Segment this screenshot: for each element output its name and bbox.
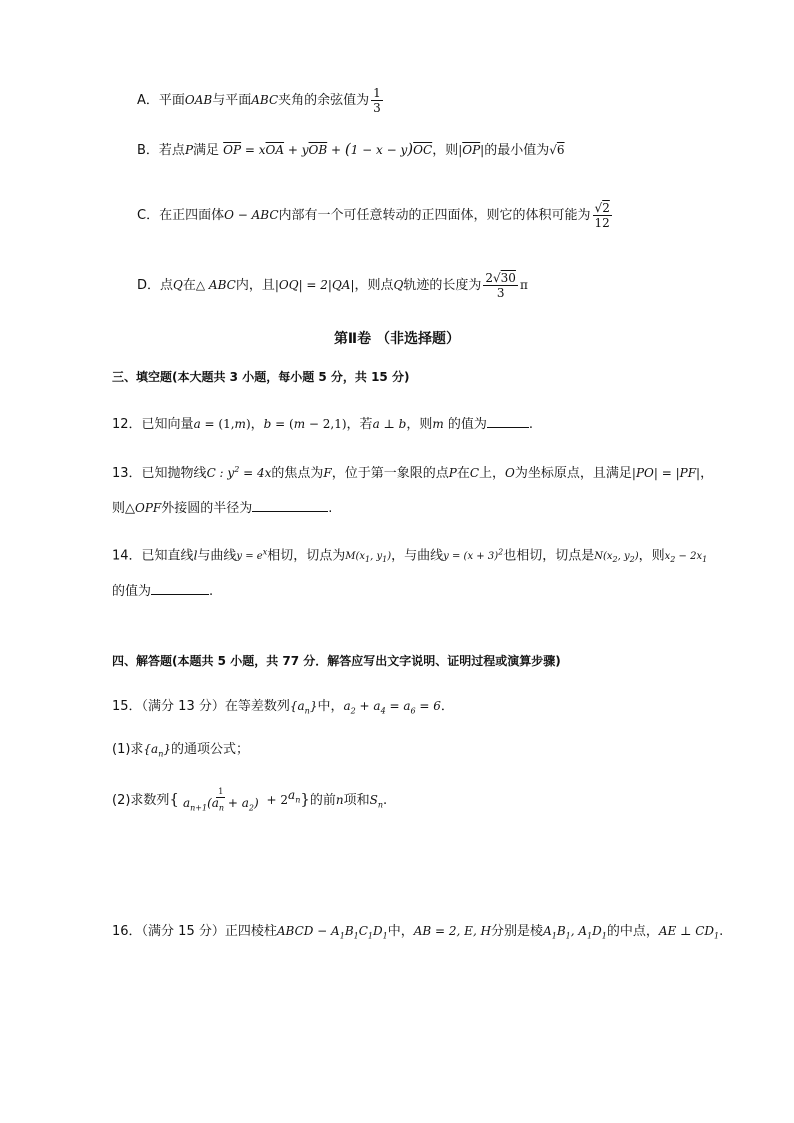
- given-values: AB = 2, E, H: [413, 924, 492, 938]
- perpendicular: a ⊥ b: [372, 417, 407, 431]
- option-c: C．在正四面体O − ABC内部有一个可任意转动的正四面体，则它的体积可能为 $\frac{√2}{12}$: [137, 201, 610, 230]
- question-13: 13．已知抛物线C : $y^2 = 4x$的焦点为F，位于第一象限的点P在C上，O为坐标原点，且满足|PO| = |PF|，: [112, 465, 714, 481]
- fraction: $\frac{2√30}{3}$: [485, 271, 516, 300]
- answer-blank[interactable]: [252, 497, 328, 512]
- question-14: 14．已知直线l与曲线$y = e^x$相切，切点为$M(x_1$, $y_1$)，与曲线$y = (x + 3)^2$也相切，切点是$N(x_2$, $y_2$)，则$x_2 - 2x_1$: [112, 548, 708, 565]
- fraction: $\frac{1}{3}$: [373, 86, 381, 115]
- option-d: D．点Q在△ ABC内，且|OQ| = 2|QA|，则点Q轨迹的长度为 $\frac{2√30}{3}$ π: [137, 271, 528, 300]
- abs-condition: |PO| = |PF|: [631, 466, 701, 480]
- question-13-line2: 则△OPF外接圆的半径为 .: [112, 497, 332, 519]
- section-heading: 四、解答题(本题共 5 小题，共 77 分．解答应写出文字说明、证明过程或演算步骤): [112, 654, 561, 668]
- parabola-equation: C : $y^2 = 4x$: [206, 465, 272, 480]
- question-15: 15．（满分 13 分）在等差数列$\{a_n\}$中，$a_2 + a_4 = a_6 = 6$．: [112, 699, 454, 716]
- question-12: 12．已知向量a = (1,m)，b = (m − 2,1)，若a ⊥ b，则m 的值为 .: [112, 413, 533, 435]
- vector-b: b = (m − 2,1): [263, 417, 347, 431]
- answer-blank[interactable]: [151, 580, 209, 595]
- question-15-part2: (2)求数列{ $\frac{1}{a_{n+1}(a_n + a_2)}$ + $2^{a_n}$}的前n项和$S_n$.: [112, 787, 388, 813]
- abs-equation: |OQ| = 2|QA|: [274, 278, 355, 292]
- vector-equation: $\overline{OP} = x\overline{OA} + y\overline{OB} + (1 - x - y)\overline{OC}$: [223, 140, 433, 158]
- question-16: 16．（满分 15 分）正四棱柱ABCD − $A_1B_1C_1D_1$中，AB = 2, E, H分别是棱$A_1B_1$, $A_1D_1$的中点，AE ⊥ $CD_1$.: [112, 924, 724, 941]
- sequence-an: $\{a_n\}$: [289, 699, 318, 716]
- question-14-line2: 的值为 .: [112, 580, 213, 602]
- edges: $A_1B_1$, $A_1D_1$: [543, 924, 607, 941]
- option-a: A．平面OAB与平面ABC夹角的余弦值为 $\frac{1}{3}$: [137, 86, 381, 115]
- fraction: $\frac{√2}{12}$: [594, 201, 610, 230]
- answer-blank[interactable]: [487, 413, 529, 428]
- section-heading: 三、填空题(本大题共 3 小题，每小题 5 分，共 15 分): [112, 370, 410, 384]
- sqrt-expression: √6: [549, 143, 565, 157]
- section-title: 第Ⅱ卷 （非选择题）: [333, 331, 461, 347]
- prism-name: ABCD − $A_1B_1C_1D_1$: [276, 924, 388, 941]
- perpendicular-condition: AE ⊥ $CD_1$: [658, 924, 720, 941]
- option-b: B．若点P满足 $\overline{OP} = x\overline{OA} + y\overline{OB} + (1 - x - y)\overline{OC}$，则$|\overline{OP}|$的最小值为√6: [137, 140, 565, 158]
- question-15-part1: (1)求$\{a_n\}$的通项公式；: [112, 742, 250, 759]
- fraction: $\frac{1}{a_{n+1}(a_n + a_2)}$: [182, 787, 259, 813]
- sequence-condition: $a_2 + a_4 = a_6 = 6$: [343, 699, 441, 716]
- abs-op: $|\overline{OP}|$: [458, 143, 485, 157]
- vector-a: a = (1,m): [193, 417, 251, 431]
